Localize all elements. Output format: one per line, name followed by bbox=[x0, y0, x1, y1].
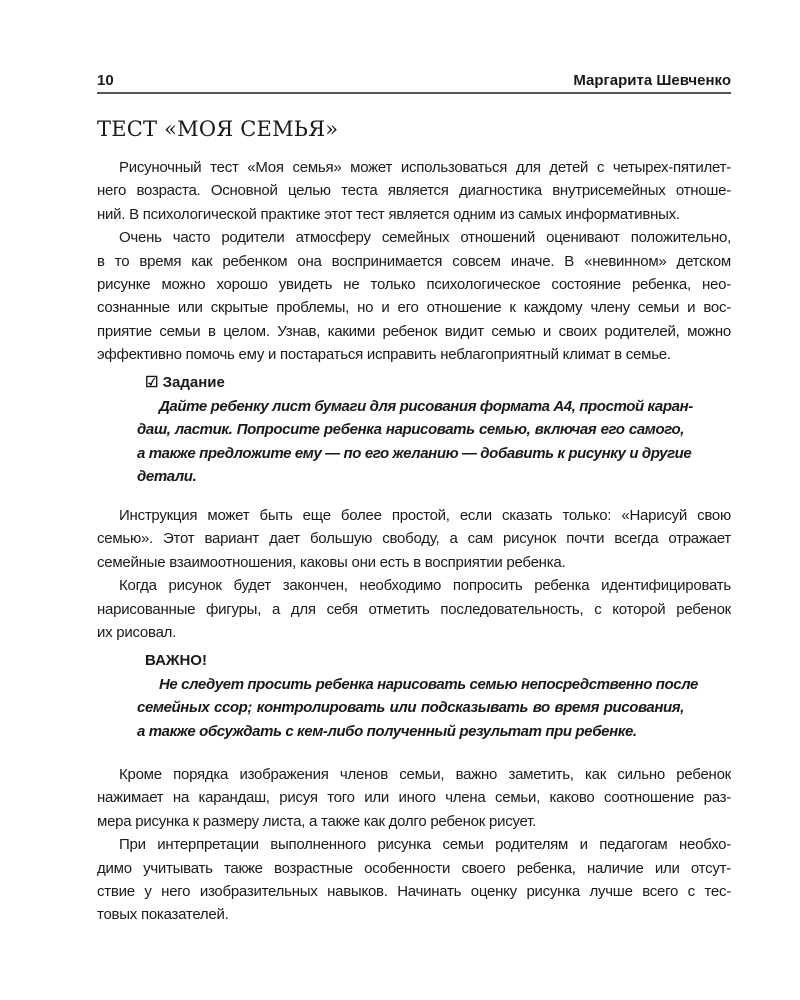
paragraph-line: приятие семьи в целом. Узнав, какими ребенок видит семью и своих родителей, можно bbox=[97, 322, 731, 340]
emphasis-line: а также обсуждать с кем-либо полученный результат при ребенке. bbox=[137, 722, 637, 740]
paragraph-line: него возраста. Основной целью теста является диагностика внутрисемейных отноше- bbox=[97, 182, 731, 200]
running-header bbox=[97, 70, 731, 94]
emphasis-line: Дайте ребенку лист бумаги для рисования формата А4, простой каран- bbox=[159, 397, 693, 415]
emphasis-line: а также предложите ему — по его желанию — добавить к рисунку и другие bbox=[137, 444, 692, 462]
paragraph-line: семейные взаимоотношения, каковы они есть в восприятии ребенка. bbox=[97, 553, 566, 571]
paragraph-line: нажимает на карандаш, рисуя того или иного члена семьи, каково соотношение раз- bbox=[97, 789, 731, 807]
emphasis-line: детали. bbox=[137, 468, 197, 486]
instruction-text bbox=[97, 504, 731, 644]
paragraph-line: товых показателей. bbox=[97, 906, 229, 924]
emphasis-line: даш, ластик. Попросите ребенка нарисовать семью, включая его самого, bbox=[137, 421, 684, 439]
task-text bbox=[137, 395, 693, 489]
emphasis-line: Не следует просить ребенка нарисовать семью непосредственно после bbox=[159, 675, 698, 693]
important-heading: ВАЖНО! bbox=[145, 652, 207, 669]
paragraph-line: эффективно помочь ему и постараться исправить неблагоприятный климат в семье. bbox=[97, 346, 671, 364]
important-box bbox=[137, 649, 698, 743]
paragraph-line: Рисуночный тест «Моя семья» может использоваться для детей с четырех-пятилет- bbox=[119, 159, 731, 176]
paragraph-line: Когда рисунок будет закончен, необходимо попросить ребенка идентифицировать bbox=[119, 577, 731, 595]
paragraph-line: ствие у него изобразительных навыков. Начинать оценку рисунка лучше всего с тес- bbox=[97, 883, 731, 901]
section-title: ТЕСТ «МОЯ СЕМЬЯ» bbox=[97, 117, 339, 141]
paragraph-line: мера рисунка к размеру листа, а также как долго ребенок рисует. bbox=[97, 812, 536, 830]
paragraph-line: Инструкция может быть еще более простой, если сказать только: «Нарисуй свою bbox=[119, 507, 731, 524]
paragraph-line: При интерпретации выполненного рисунка семьи родителям и педагогам необхо- bbox=[119, 836, 731, 854]
paragraph-line: нарисованные фигуры, а для себя отметить последовательность, с которой ребенок bbox=[97, 600, 731, 618]
task-heading: ☑ Задание bbox=[145, 374, 225, 391]
paragraph-line: семью». Этот вариант дает большую свободу, а сам рисунок почти всегда отражает bbox=[97, 530, 731, 548]
page-number: 10 bbox=[97, 72, 114, 89]
paragraph-line: Очень часто родители атмосферу семейных отношений оценивают положительно, bbox=[119, 229, 731, 247]
important-text bbox=[137, 673, 698, 744]
paragraph-line: сознанные или скрытые проблемы, но и его отношение к каждому члену семьи и вос- bbox=[97, 299, 731, 317]
interpretation-text bbox=[97, 763, 731, 927]
paragraph-line: их рисовал. bbox=[97, 624, 177, 642]
paragraph-line: димо учитывать также возрастные особенности своего ребенка, наличие или отсут- bbox=[97, 859, 731, 877]
paragraph-line: ний. В психологической практике этот тест является одним из самых информативных. bbox=[97, 205, 680, 223]
intro-text bbox=[97, 156, 731, 367]
paragraph-line: в то время как ребенком она воспринимается совсем иначе. В «невинном» детском bbox=[97, 252, 731, 270]
paragraph-line: Кроме порядка изображения членов семьи, важно заметить, как сильно ребенок bbox=[119, 766, 731, 783]
emphasis-line: семейных ссор; контролировать или подсказывать во время рисования, bbox=[137, 699, 684, 717]
author-name: Маргарита Шевченко bbox=[573, 72, 731, 89]
task-box bbox=[137, 371, 693, 489]
paragraph-line: рисунке можно хорошо увидеть не только психологическое состояние ребенка, нео- bbox=[97, 276, 731, 294]
